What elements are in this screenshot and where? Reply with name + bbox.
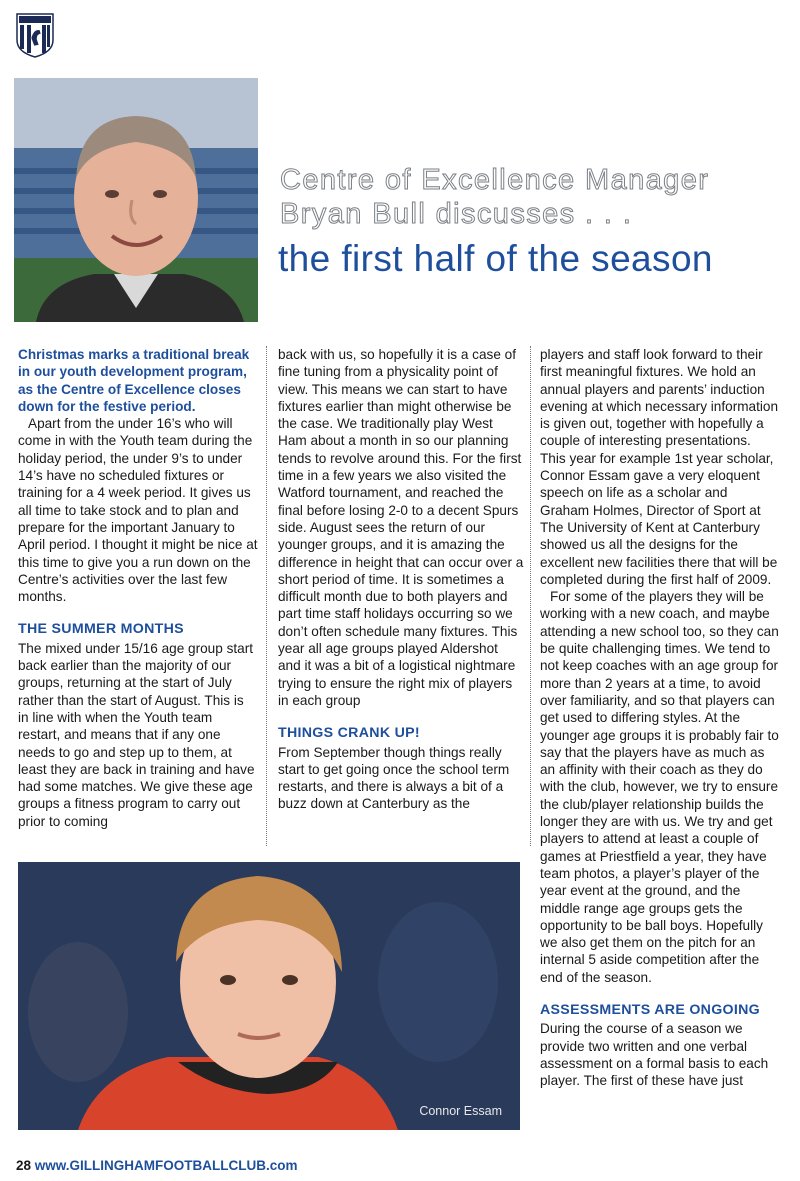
player-photo (18, 862, 520, 1130)
text-column-2 (278, 346, 524, 813)
article-title: the first half of the season (278, 238, 713, 279)
body-paragraph: From September though things really start to get going once the school term restarts, and there is always a bit of a buzz down at Canterbury as the (278, 744, 510, 812)
text-column-1 (18, 346, 258, 830)
photo-caption: Connor Essam (419, 1104, 502, 1118)
subheading-assessments: ASSESSMENTS ARE ONGOING (540, 1001, 761, 1018)
text-column-3 (540, 346, 780, 1089)
body-paragraph: back with us, so hopefully it is a case of fine tuning from a physicality point of view. This means we can start to have fixtures earlier than might otherwise be the case. We traditionally play West Ham about a month in so our planning tends to revolve around this. For the first time in a few years we also visited the Watford tournament, and reached the final before losing 2-0 to a decent Spurs side. August sees the return of our younger groups, and it is amazing the difference in height that can occur over a short period of time. It is sometimes a difficult month due to both players and part time staff holidays occurring so we don’t often schedule many fixtures. This year all age groups played Aldershot and it was a bit of a logistical nightmare trying to ensure the right mix of players in each group (278, 347, 524, 708)
website-url: www.GILLINGHAMFOOTBALLCLUB.com (34, 1158, 298, 1173)
column-divider (530, 346, 531, 846)
subheading-summer-months: THE SUMMER MONTHS (18, 621, 184, 638)
body-paragraph: During the course of a season we provide two written and one verbal assessment on a formal basis to each player. The first of these have just (540, 1021, 769, 1089)
column-divider (266, 346, 267, 846)
heading-line-1: Centre of Excellence Manager (280, 164, 710, 196)
page-footer (16, 1158, 298, 1173)
page-number: 28 (16, 1158, 32, 1173)
heading-line-2: Bryan Bull discusses . . . (280, 198, 633, 230)
manager-portrait-photo (14, 78, 258, 322)
body-paragraph: The mixed under 15/16 age group start back earlier than the majority of our groups, returning at the start of July rather than the start of August. This is in line with when the Youth team restart, and means that if any one needs to go and step up to them, at least they are back in training and have had some matches. We give these age groups a fitness program to carry out prior to coming (18, 640, 255, 829)
body-paragraph: players and staff look forward to their first meaningful fixtures. We hold an annual players and parents’ induction evening at which necessary information is given out, together with hopefully a couple of interesting presentations. This year for example 1st year scholar, Connor Essam gave a very eloquent speech on life as a scholar and Graham Holmes, Director of Sport at The University of Kent at Canterbury showed us all the designs for the excellent new facilities there that will be completed during the first half of 2009. (540, 347, 779, 587)
subheading-things-crank-up: THINGS CRANK UP! (278, 725, 420, 742)
lead-paragraph: Christmas marks a traditional break in our youth development program, as the Centre of Excellence closes down for the festive period. (18, 347, 250, 414)
body-paragraph: For some of the players they will be working with a new coach, and maybe attending a new school too, so they can be quite challenging times. We tend to not keep coaches with an age group for more than 2 years at a time, to avoid over familiarity, and so that players can get used to differing styles. At the younger age groups it is probably fair to say that the players have as much as an affinity with their coach as they do with the club, however, we try to ensure the club/player relationship builds the longer they are with us. We try and get players to attend at least a couple of games at Priestfield a year, they have team photos, a player’s player of the year event at the ground, and the middle range age groups gets the opportunity to be ball boys. Hopefully we also get them on the pitch for an internal 5 aside competition after the end of the season. (540, 589, 779, 985)
club-crest-logo (16, 12, 54, 58)
body-paragraph: Apart from the under 16’s who will come in with the Youth team during the holiday period, the under 9’s to under 14’s have no scheduled fixtures or training for a 4 week period. It gives us all time to take stock and to plan and prepare for the important January to April period. I thought it might be nice at this time to give you a run down on the Centre’s activities over the last few months. (18, 416, 258, 605)
